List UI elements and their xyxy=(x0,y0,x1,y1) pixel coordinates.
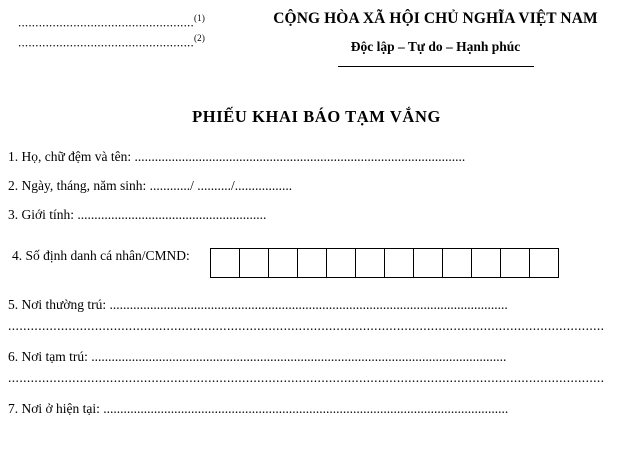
field-permanent-residence[interactable]: 5. Nơi thường trú: ...................................................................................................................... xyxy=(8,297,508,312)
country-name: CỘNG HÒA XÃ HỘI CHỦ NGHĨA VIỆT NAM xyxy=(273,10,598,27)
issuer-line-1-note: (1) xyxy=(193,13,206,23)
issuer-line-1-dots: ................................................... xyxy=(18,14,194,30)
id-box[interactable] xyxy=(500,248,530,278)
id-box[interactable] xyxy=(442,248,472,278)
national-motto: Độc lập – Tự do – Hạnh phúc xyxy=(350,39,521,54)
personal-id-boxes[interactable] xyxy=(210,248,559,278)
field-date-of-birth[interactable]: 2. Ngày, tháng, năm sinh: ............/ ........../................. xyxy=(8,178,293,193)
id-box[interactable] xyxy=(268,248,298,278)
id-box[interactable] xyxy=(529,248,559,278)
field-gender[interactable]: 3. Giới tính: ........................................................ xyxy=(8,207,267,222)
header-issuer-block xyxy=(0,10,252,51)
id-box[interactable] xyxy=(413,248,443,278)
field-full-name[interactable]: 1. Họ, chữ đệm và tên: .................................................................................................. xyxy=(8,149,466,164)
issuer-line-2-dots: ................................................... xyxy=(18,34,194,50)
form-fields xyxy=(0,147,641,224)
id-box[interactable] xyxy=(326,248,356,278)
document-header xyxy=(0,0,641,67)
id-box[interactable] xyxy=(210,248,240,278)
id-box[interactable] xyxy=(297,248,327,278)
id-box[interactable] xyxy=(355,248,385,278)
issuer-line-2 xyxy=(18,30,252,50)
id-box[interactable] xyxy=(239,248,269,278)
field-current-residence[interactable]: 7. Nơi ở hiện tại: ........................................................................................................................ xyxy=(8,401,509,416)
header-national-block xyxy=(252,10,641,67)
field-personal-id-label: 4. Số định danh cá nhân/CMND: xyxy=(12,248,190,263)
field-temporary-residence[interactable]: 6. Nơi tạm trú: ........................................................................................................................... xyxy=(8,349,507,364)
field-personal-id xyxy=(0,246,641,278)
field-temporary-residence-cont[interactable]: .............................................................................................................................................................. xyxy=(8,370,605,385)
issuer-line-2-note: (2) xyxy=(193,33,206,44)
page-title: PHIẾU KHAI BÁO TẠM VẮNG xyxy=(192,107,441,126)
motto-underline xyxy=(338,66,534,67)
id-box[interactable] xyxy=(471,248,501,278)
field-permanent-residence-cont[interactable]: .............................................................................................................................................................. xyxy=(8,318,605,333)
issuer-line-1 xyxy=(18,10,252,30)
id-box[interactable] xyxy=(384,248,414,278)
